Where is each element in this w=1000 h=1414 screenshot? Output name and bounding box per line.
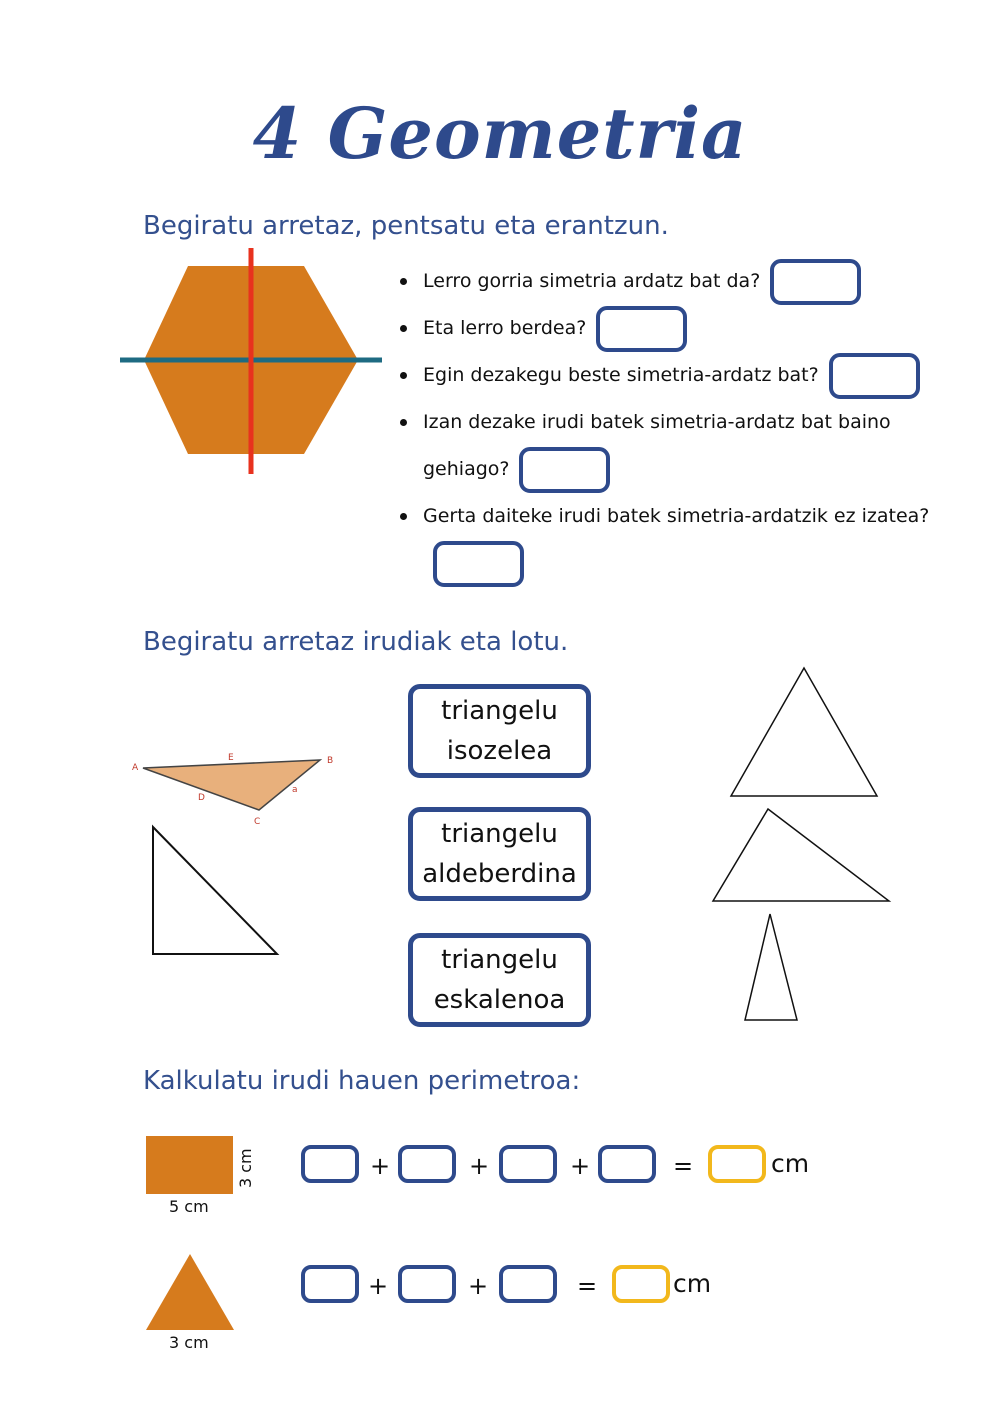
rect-blank-2[interactable] [398,1145,456,1183]
question-item [396,493,976,587]
answer-box-3[interactable] [829,353,920,399]
right-triangle[interactable] [146,822,284,960]
rectangle-width-label: 5 cm [169,1197,209,1216]
tri-total-blank[interactable] [612,1265,670,1303]
rect-blank-1[interactable] [301,1145,359,1183]
question-list [396,258,976,587]
card-eskalenoa-line2: eskalenoa [433,985,566,1015]
tri-blank-3[interactable] [499,1265,557,1303]
question-item [396,258,976,305]
card-aldeberdina-line2: aldeberdina [422,859,577,889]
question-text: Gerta daiteke irudi batek simetria-ardatzik ez izatea? [423,505,930,527]
orange-triangle-shape [146,1254,234,1330]
orange-triangle [140,1248,240,1334]
vertex-label-d: D [198,793,205,803]
rect-unit-label: cm [771,1149,810,1178]
vertex-label-b: B [327,756,334,766]
hexagon-figure [118,244,386,476]
answer-box-4[interactable] [519,447,610,493]
section2-heading: Begiratu arretaz irudiak eta lotu. [143,627,569,657]
rect-total-blank[interactable] [708,1145,766,1183]
equilateral-triangle[interactable] [731,668,877,796]
question-text: Egin dezakegu beste simetria-ardatz bat? [423,364,819,386]
equals-sign: = [673,1152,694,1180]
plus-sign: + [468,1272,489,1300]
card-aldeberdina[interactable] [408,807,591,901]
equals-sign: = [577,1272,598,1300]
page-title: 4 Geometria [252,92,748,175]
answer-box-5[interactable] [433,541,524,587]
scalene-triangle[interactable] [713,809,889,901]
plus-sign: + [370,1152,391,1180]
vertex-label-c: C [254,817,261,827]
rect-blank-3[interactable] [499,1145,557,1183]
scalene-triangle-labeled[interactable] [128,748,344,828]
card-eskalenoa[interactable] [408,933,591,1027]
vertex-label-e: E [228,753,234,763]
question-text: Lerro gorria simetria ardatz bat da? [423,270,761,292]
question-item [396,352,976,399]
section1-heading: Begiratu arretaz, pentsatu eta erantzun. [143,211,669,241]
card-aldeberdina-line1: triangelu [441,819,558,849]
plus-sign: + [368,1272,389,1300]
isosceles-triangle[interactable] [745,914,797,1020]
card-isozelea-line1: triangelu [441,696,558,726]
card-isozelea[interactable] [408,684,591,778]
rectangle-shape [146,1136,233,1194]
plus-sign: + [570,1152,591,1180]
section3-heading: Kalkulatu irudi hauen perimetroa: [143,1066,581,1096]
question-text: Eta lerro berdea? [423,317,587,339]
answer-box-2[interactable] [596,306,687,352]
rect-blank-4[interactable] [598,1145,656,1183]
triangle-side-label: 3 cm [169,1333,209,1352]
right-triangles-group [700,660,900,1030]
tri-unit-label: cm [673,1269,712,1298]
rectangle-height-label: 3 cm [236,1148,255,1188]
question-item [396,399,976,493]
plus-sign: + [469,1152,490,1180]
vertex-label-small-a: a [292,785,298,795]
card-isozelea-line2: isozelea [446,736,553,766]
vertex-label-a: A [132,763,139,773]
question-item [396,305,976,352]
tri-blank-2[interactable] [398,1265,456,1303]
answer-box-1[interactable] [770,259,861,305]
question-text: Izan dezake irudi batek simetria-ardatz bat baino gehiago? [423,411,891,480]
tri-blank-1[interactable] [301,1265,359,1303]
right-triangle-shape [153,827,277,954]
card-eskalenoa-line1: triangelu [441,945,558,975]
